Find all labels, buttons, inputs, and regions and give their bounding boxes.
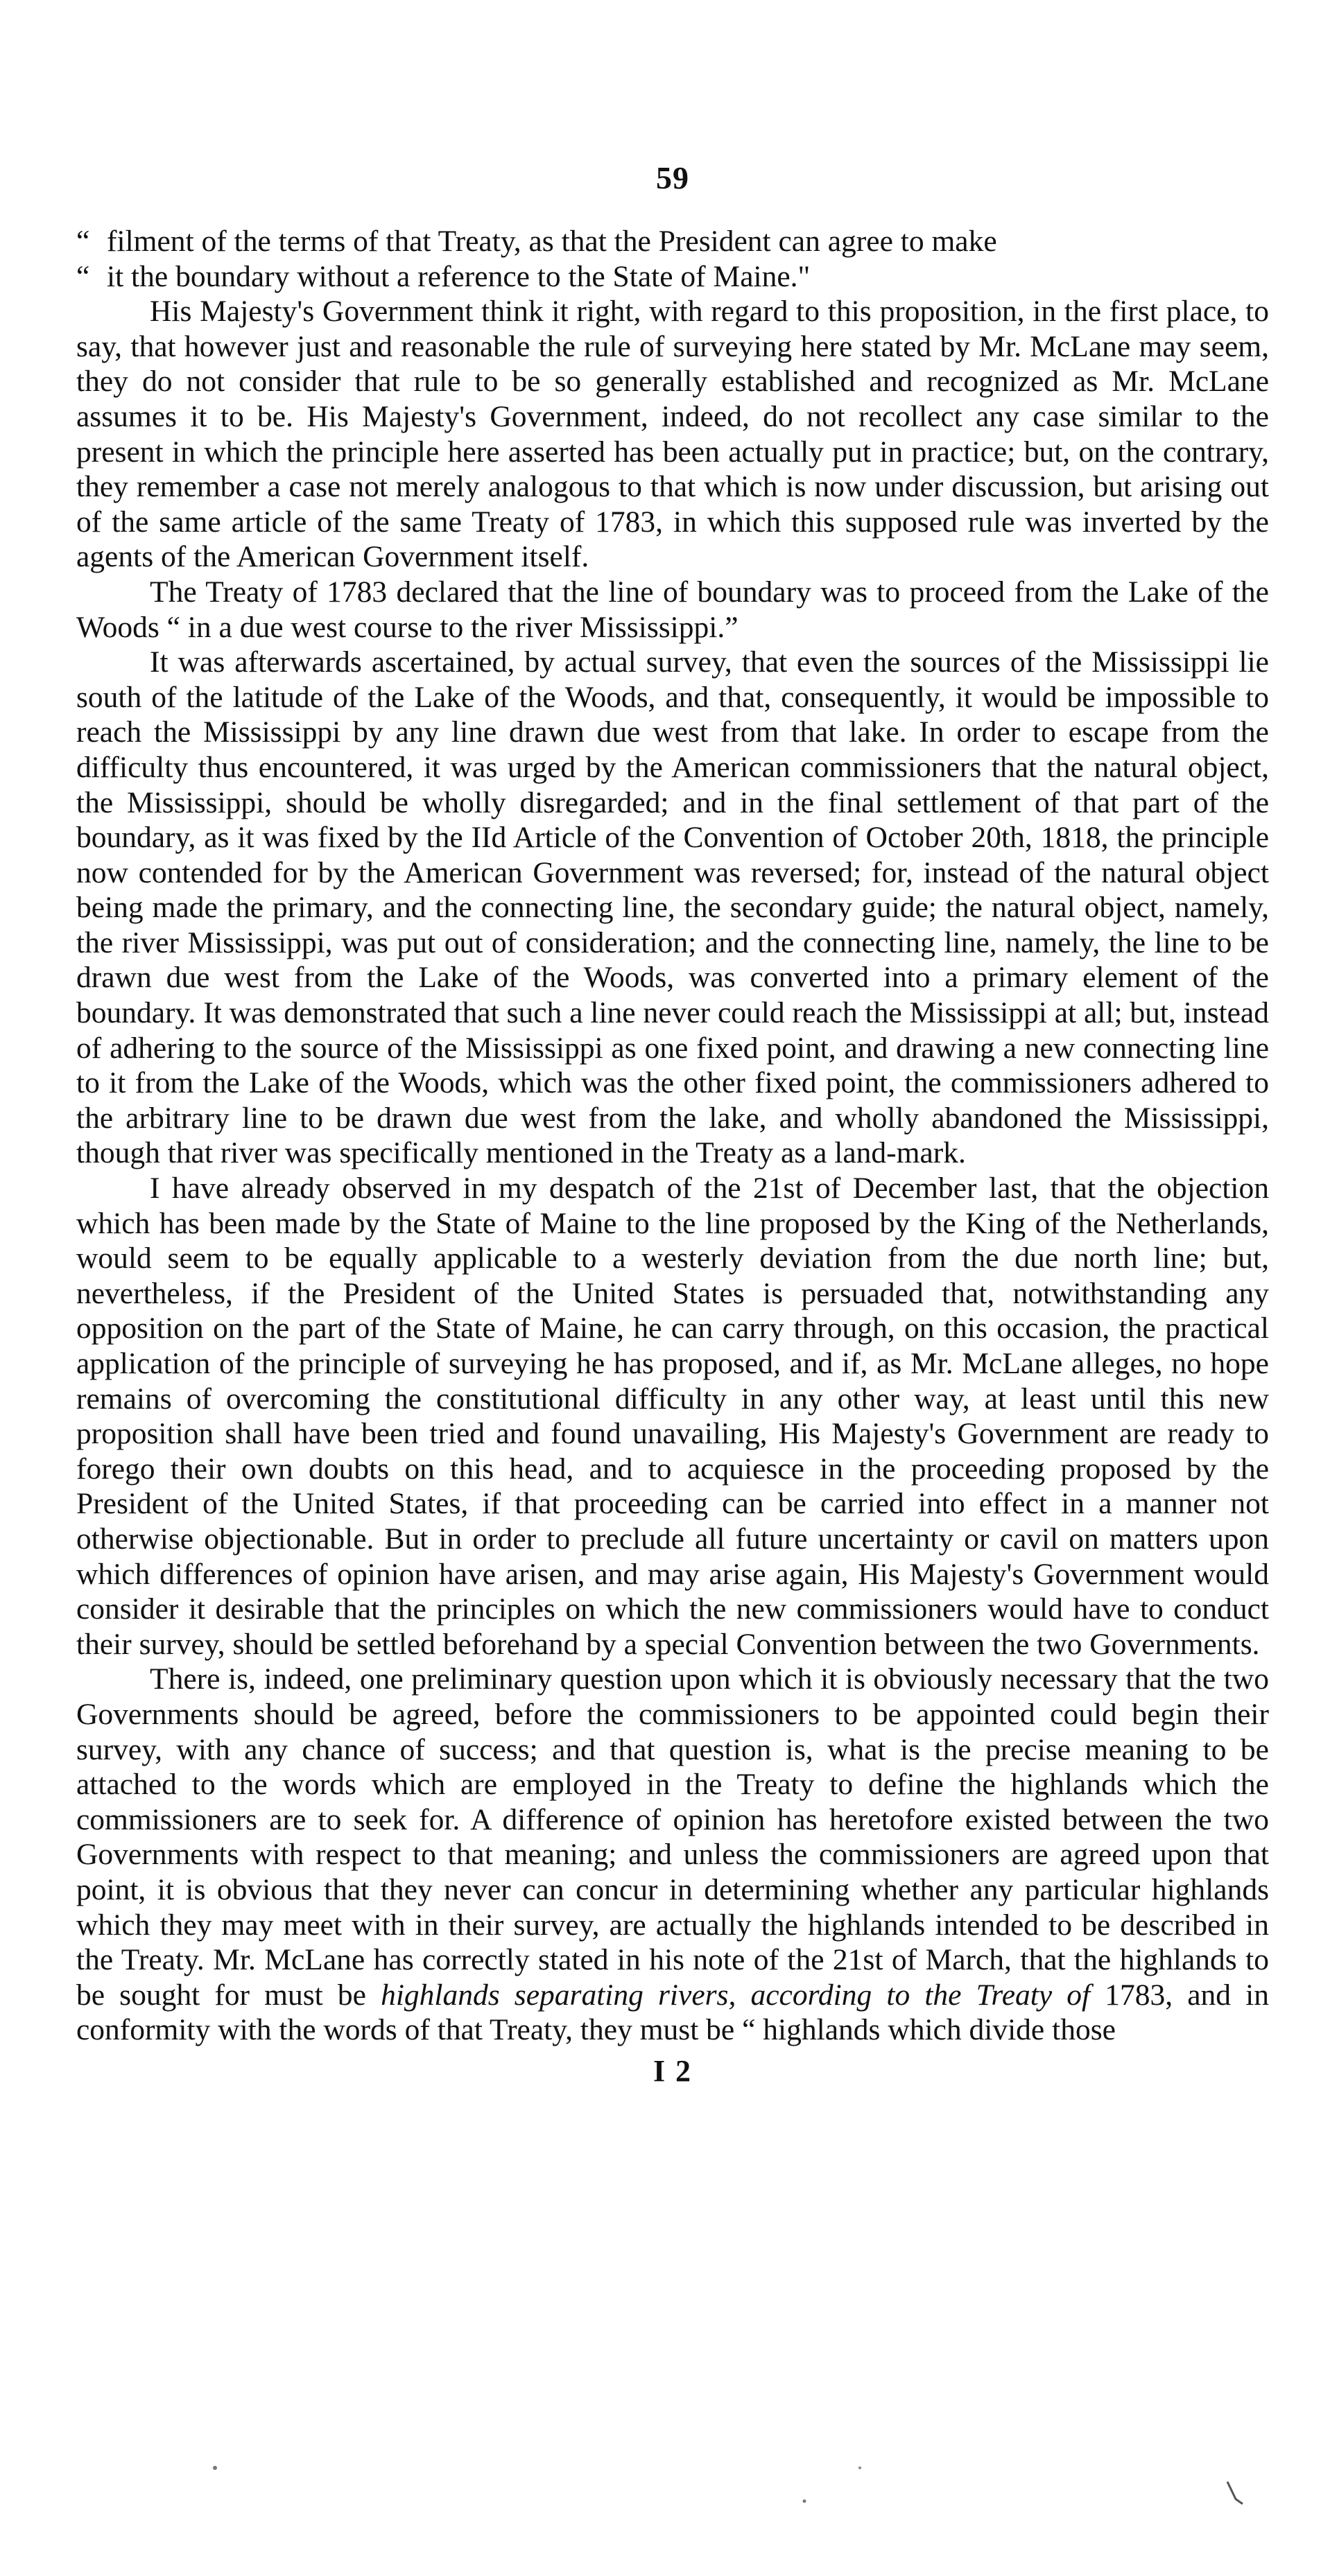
quote-line <box>76 225 997 258</box>
italic-phrase: highlands separating rivers, according to the Treaty of <box>381 1978 1091 2012</box>
page-number: 59 <box>656 160 689 195</box>
speck <box>1227 2482 1243 2504</box>
paragraph-continuation <box>76 224 1269 294</box>
paragraph: The Treaty of 1783 declared that the line of boundary was to proceed from the Lake of the Woods “ in a due west course to the river Mississippi.” <box>76 575 1269 644</box>
paragraph <box>76 1662 1269 2048</box>
paragraph: I have already observed in my despatch of the 21st of December last, that the objection which has been made by the State of Maine to the line proposed by the King of the Netherlands, would seem to be equally applicable to a westerly deviation from the due north line; but, nevertheless, if the President of the United States is persuaded that, notwithstanding any opposition on the part of the State of Maine, he can carry through, on this occasion, the practical application of the principle of surveying he has proposed, and if, as Mr. McLane alleges, no hope remains of overcoming the constitutional difficulty in any other way, at least until this new proposition shall have been tried and found unavailing, His Majesty's Government are ready to forego their own doubts on this head, and to acquiesce in the proceeding proposed by the President of the United States, if that proceeding can be carried into effect in a manner not otherwise objectionable. But in order to preclude all future uncertainty or cavil on matters upon which differences of opinion have arisen, and may arise again, His Majesty's Government would consider it desirable that the principles on which the new commissioners would have to conduct their survey, should be settled beforehand by a special Convention between the two Governments. <box>76 1172 1269 1661</box>
quote-line-text: it the boundary without a reference to the State of Maine." <box>107 259 811 293</box>
speck <box>803 2500 806 2503</box>
paragraph-text: There is, indeed, one preliminary question upon which it is obviously necessary that the two Governments should be agreed, before the commissioners to be appointed could begin their survey, with any chance of success; and that question is, what is the precise meaning to be attached to the words which are employed in the Treaty to define the highlands which the commissioners are to seek for. A difference of opinion has heretofore existed between the two Governments with respect to that meaning; and unless the commissioners are agreed upon that point, it is obvious that they never can concur in determining whether any particular highlands which they may meet with in their survey, are actually the highlands intended to be described in the Treaty. Mr. McLane has correctly stated in his note of the 21st of March, that the highlands to be sought for must be <box>76 1662 1269 2012</box>
paragraph: His Majesty's Government think it right, with regard to this proposition, in the first place, to say, that however just and reasonable the rule of surveying here stated by Mr. McLane may seem, they do not consider that rule to be so generally established and recognized as Mr. McLane assumes it to be. His Majesty's Government, indeed, do not recollect any case similar to the present in which the principle here asserted has been actually put in practice; but, on the contrary, they remember a case not merely analogous to that which is now under discussion, but arising out of the same article of the same Treaty of 1783, in which this supposed rule was inverted by the agents of the American Government itself. <box>76 295 1269 574</box>
paragraph-text: 1783, and in conformity with the words of that Treaty, they must be “ highlands which divide those <box>76 1978 1269 2047</box>
quote-line-text: filment of the terms of that Treaty, as that the President can agree to make <box>107 225 997 258</box>
quote-mark: “ <box>76 225 90 258</box>
quote-line <box>76 260 810 293</box>
quote-mark: “ <box>76 259 90 293</box>
document-page <box>76 159 1269 2089</box>
printer-signature-mark: I 2 <box>653 2053 693 2088</box>
paragraph: It was afterwards ascertained, by actual survey, that even the sources of the Mississippi lie south of the latitude of the Lake of the Woods, and that, consequently, it would be impossible to reach the Mississippi by any line drawn due west from that lake. In order to escape from the difficulty thus encountered, it was urged by the American commissioners that the natural object, the Mississippi, should be wholly disregarded; and in the final settlement of that part of the boundary, as it was fixed by the IId Article of the Convention of October 20th, 1818, the principle now contended for by the American Government was reversed; for, instead of the natural object being made the primary, and the connecting line, the secondary guide; the natural object, namely, the river Mississippi, was put out of consideration; and the connecting line, namely, the line to be drawn due west from the Lake of the Woods, was converted into a primary element of the boundary. It was demonstrated that such a line never could reach the Mississippi at all; but, instead of adhering to the source of the Mississippi as one fixed point, and drawing a new connecting line to it from the Lake of the Woods, which was the other fixed point, the commissioners adhered to the arbitrary line to be drawn due west from the lake, and wholly abandoned the Mississippi, though that river was specifically mentioned in the Treaty as a land-mark. <box>76 645 1269 1170</box>
body-text <box>76 224 1269 2048</box>
speck <box>858 2466 861 2469</box>
speck <box>213 2466 217 2470</box>
